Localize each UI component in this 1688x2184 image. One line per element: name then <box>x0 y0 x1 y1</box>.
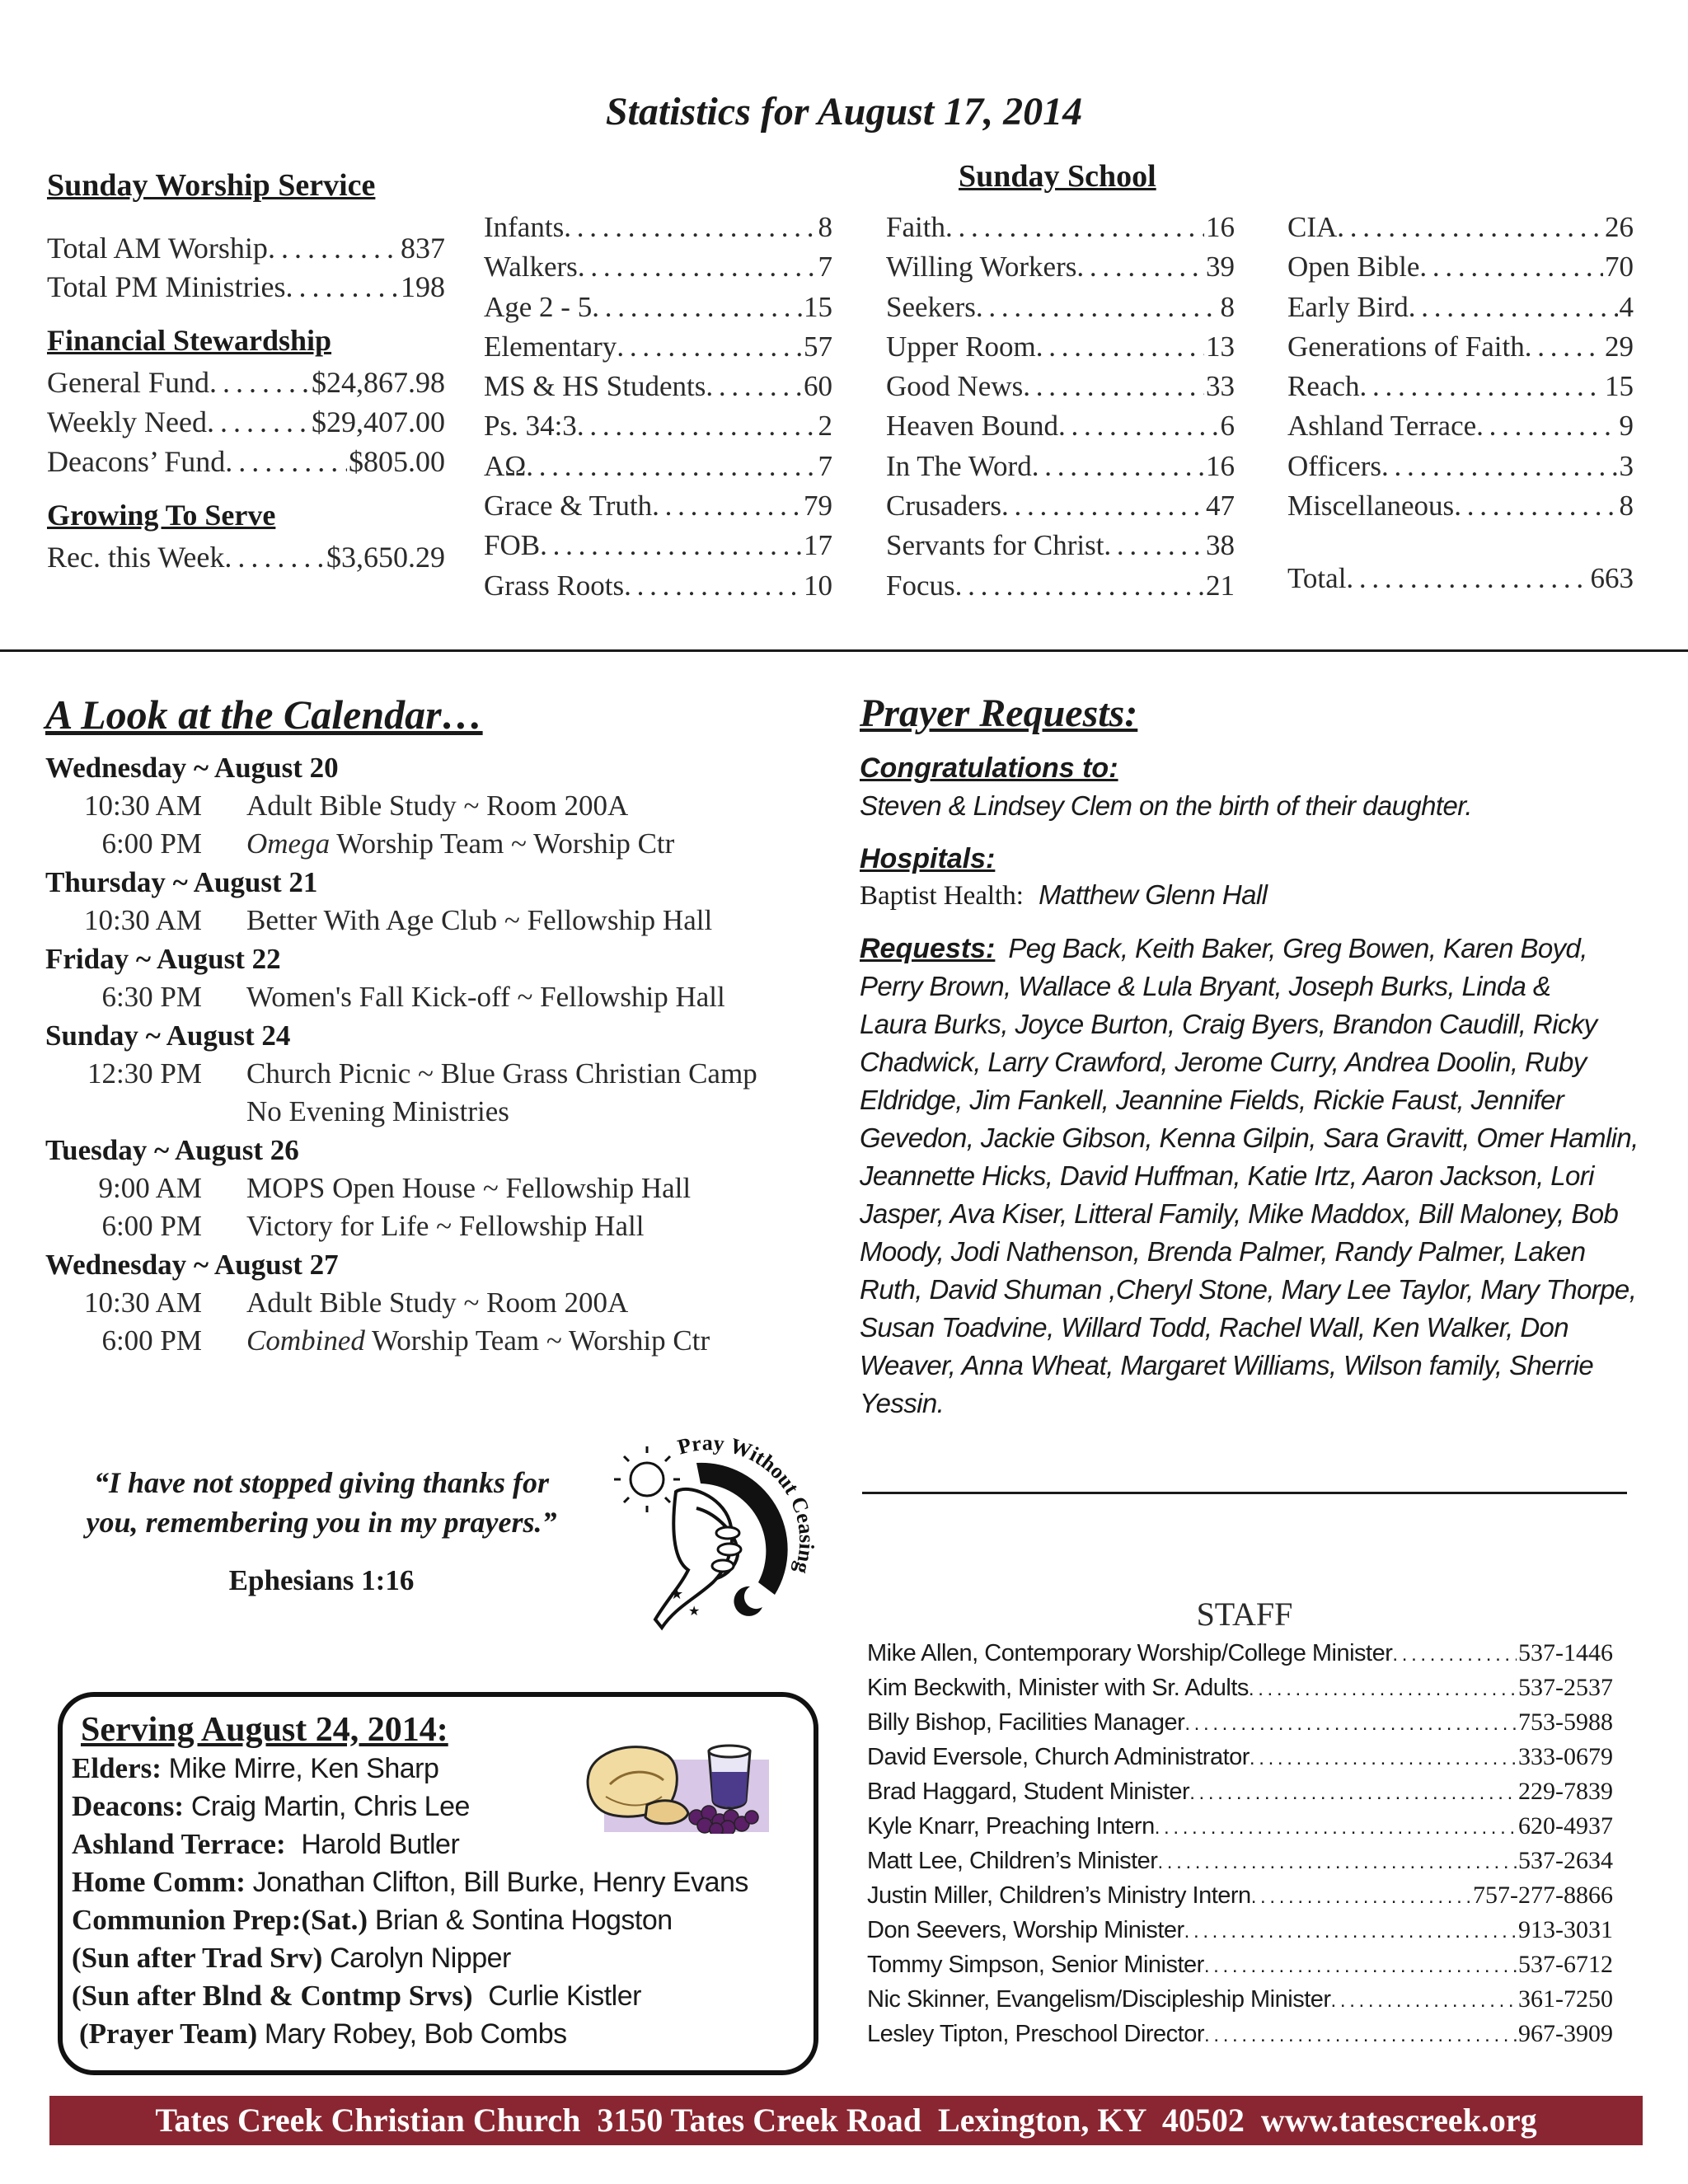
calendar-event: 6:00 PM Omega Worship Team ~ Worship Ctr <box>101 827 675 860</box>
request-line: Moody, Jodi Nathenson, Brenda Palmer, Randy Palmer, Laken <box>860 1236 1586 1267</box>
financial-heading: Financial Stewardship <box>47 324 332 357</box>
staff-row: Billy Bishop, Facilities Manager . . . 753-5988 <box>867 1705 1613 1740</box>
congrats-label: Congratulations to: <box>860 752 1118 784</box>
staff-list <box>867 1636 1613 2051</box>
class-row: Servants for Christ . . . 38 <box>886 526 1235 565</box>
class-row: Seekers . . . 8 <box>886 288 1235 327</box>
scripture-reference: Ephesians 1:16 <box>228 1564 415 1596</box>
class-row: Faith . . . 16 <box>886 208 1235 247</box>
stat-row: Deacons’ Fund . . . $805.00 <box>47 442 445 481</box>
stat-row: General Fund . . . $24,867.98 <box>47 363 445 402</box>
class-row: Open Bible . . . 70 <box>1287 247 1634 287</box>
class-row: Reach . . . 15 <box>1287 367 1634 406</box>
class-row: CIA . . . 26 <box>1287 208 1634 247</box>
calendar-event: 6:00 PM Victory for Life ~ Fellowship Hall <box>101 1210 645 1242</box>
request-line: Jeannette Hicks, David Huffman, Katie Irtz, Aaron Jackson, Lori <box>860 1160 1594 1191</box>
class-row: Upper Room . . . 13 <box>886 327 1235 367</box>
footer-banner: Tates Creek Christian Church 3150 Tates Creek Road Lexington, KY 40502 www.tatescreek.org <box>49 2096 1643 2145</box>
total-row: Total . . . 663 <box>1287 559 1634 598</box>
calendar-heading: A Look at the Calendar… <box>45 691 483 738</box>
svg-text:★: ★ <box>670 1586 684 1602</box>
request-line: Perry Brown, Wallace & Lula Bryant, Joseph Burks, Linda & <box>860 971 1551 1001</box>
hospital-patients: Matthew Glenn Hall <box>1039 879 1268 910</box>
staff-row: Justin Miller, Children’s Ministry Intern . . . 757-277-8866 <box>867 1878 1613 1913</box>
quote-line: “I have not stopped giving thanks for <box>93 1466 550 1499</box>
serving-row: (Sun after Blnd & Contmp Srvs) Curlie Kistler <box>72 1980 641 2012</box>
sunday-school-col-1 <box>484 208 832 606</box>
calendar-list <box>45 748 837 1360</box>
class-row: Grace & Truth . . . 79 <box>484 486 832 526</box>
class-row: Early Bird . . . 4 <box>1287 288 1634 327</box>
request-line: Yessin. <box>860 1388 945 1418</box>
calendar-day: Friday ~ August 22 <box>45 943 281 975</box>
quote-line: you, remembering you in my prayers.” <box>86 1506 557 1539</box>
staff-row: Kim Beckwith, Minister with Sr. Adults . . . 537-2537 <box>867 1671 1613 1705</box>
sunday-school-total <box>1287 559 1634 598</box>
request-line: Eldridge, Jim Fankell, Jeannine Fields, Rickie Faust, Jennifer <box>860 1085 1564 1115</box>
page-title: Statistics for August 17, 2014 <box>605 90 1083 134</box>
staff-row: Don Seevers, Worship Minister . . . 913-3031 <box>867 1913 1613 1947</box>
stat-row: Total AM Worship . . . 837 <box>47 229 445 268</box>
request-line: Peg Back, Keith Baker, Greg Bowen, Karen Boyd, <box>1008 933 1587 963</box>
serving-row: (Sun after Trad Srv) Carolyn Nipper <box>72 1942 511 1974</box>
communion-illustration <box>581 1735 775 1834</box>
class-row: Heaven Bound . . . 6 <box>886 406 1235 446</box>
prayer-divider <box>862 1492 1627 1494</box>
request-line: Ruth, David Shuman ,Cheryl Stone, Mary Lee Taylor, Mary Thorpe, <box>860 1274 1637 1305</box>
staff-row: Brad Haggard, Student Minister . . . 229-7839 <box>867 1774 1613 1809</box>
class-row: Focus . . . 21 <box>886 566 1235 606</box>
calendar-event: 9:00 AM MOPS Open House ~ Fellowship Hall <box>98 1172 692 1204</box>
worship-heading: Sunday Worship Service <box>47 168 376 203</box>
financial-stats <box>47 363 445 481</box>
logo-arc-text: Pray Without Ceasing <box>675 1431 819 1577</box>
request-line: Chadwick, Larry Crawford, Jerome Curry, Andrea Doolin, Ruby <box>860 1047 1587 1077</box>
class-row: Good News . . . 33 <box>886 367 1235 406</box>
calendar-day: Thursday ~ August 21 <box>45 866 318 898</box>
staff-row: Matt Lee, Children’s Minister . . . 537-2634 <box>867 1844 1613 1878</box>
stat-row: Weekly Need . . . $29,407.00 <box>47 402 445 442</box>
class-row: FOB . . . 17 <box>484 526 832 565</box>
calendar-day: Sunday ~ August 24 <box>45 1019 291 1052</box>
worship-stats <box>47 229 445 307</box>
class-row: Willing Workers . . . 39 <box>886 247 1235 287</box>
growing-heading: Growing To Serve <box>47 499 276 532</box>
serving-heading: Serving August 24, 2014: <box>81 1711 448 1749</box>
class-row: Miscellaneous . . . 8 <box>1287 486 1634 526</box>
hospital-name: Baptist Health: <box>860 881 1024 911</box>
sunday-school-col-3 <box>1287 208 1634 526</box>
svg-text:★: ★ <box>688 1605 701 1619</box>
scripture-quote <box>49 1463 593 1542</box>
serving-row: Elders: Mike Mirre, Ken Sharp <box>72 1752 439 1784</box>
calendar-day: Wednesday ~ August 20 <box>45 752 339 784</box>
staff-heading: STAFF <box>1196 1596 1293 1633</box>
praying-hands-icon <box>598 1430 820 1636</box>
section-divider <box>0 649 1688 652</box>
class-row: Ashland Terrace . . . 9 <box>1287 406 1634 446</box>
growing-stats <box>47 537 445 577</box>
calendar-event: 6:30 PM Women's Fall Kick-off ~ Fellowship Hall <box>101 981 725 1013</box>
request-line: Jasper, Ava Kiser, Litteral Family, Mike Maddox, Bill Maloney, Bob <box>860 1198 1619 1229</box>
sunday-school-col-2 <box>886 208 1235 606</box>
class-row: In The Word . . . 16 <box>886 447 1235 486</box>
class-row: Grass Roots . . . 10 <box>484 566 832 606</box>
staff-row: Lesley Tipton, Preschool Director . . . 967-3909 <box>867 2017 1613 2051</box>
calendar-day: Wednesday ~ August 27 <box>45 1249 339 1281</box>
requests-block <box>860 930 1651 1422</box>
serving-row: Home Comm: Jonathan Clifton, Bill Burke, Henry Evans <box>72 1866 748 1898</box>
calendar-event: No Evening Ministries <box>246 1095 509 1127</box>
sunday-school-heading: Sunday School <box>959 159 1156 194</box>
serving-row: Deacons: Craig Martin, Chris Lee <box>72 1790 470 1822</box>
prayer-heading: Prayer Requests: <box>860 691 1138 735</box>
class-row: Infants . . . 8 <box>484 208 832 247</box>
class-row: Officers . . . 3 <box>1287 447 1634 486</box>
request-line: Gevedon, Jackie Gibson, Kenna Gilpin, Sara Gravitt, Omer Hamlin, <box>860 1122 1639 1153</box>
pray-without-ceasing-logo <box>598 1430 820 1636</box>
staff-row: Kyle Knarr, Preaching Intern . . . 620-4937 <box>867 1809 1613 1844</box>
class-row: Generations of Faith . . . 29 <box>1287 327 1634 367</box>
serving-row: Ashland Terrace: Harold Butler <box>72 1828 460 1860</box>
class-row: Walkers . . . 7 <box>484 247 832 287</box>
requests-label: Requests: <box>860 933 996 964</box>
class-row: Elementary . . . 57 <box>484 327 832 367</box>
serving-row: (Prayer Team) Mary Robey, Bob Combs <box>79 2018 567 2050</box>
staff-row: David Eversole, Church Administrator . . . 333-0679 <box>867 1740 1613 1774</box>
request-line: Laura Burks, Joyce Burton, Craig Byers, Brandon Caudill, Ricky <box>860 1009 1597 1039</box>
calendar-event: 10:30 AM Adult Bible Study ~ Room 200A <box>84 790 629 822</box>
request-line: Weaver, Anna Wheat, Margaret Williams, Wilson family, Sherrie <box>860 1350 1594 1380</box>
stat-row: Total PM Ministries . . . 198 <box>47 268 445 307</box>
staff-row: Mike Allen, Contemporary Worship/College Minister . . . 537-1446 <box>867 1636 1613 1671</box>
calendar-event: 10:30 AM Better With Age Club ~ Fellowship Hall <box>84 904 713 936</box>
stat-row: Rec. this Week . . . $3,650.29 <box>47 537 445 577</box>
calendar-event: 10:30 AM Adult Bible Study ~ Room 200A <box>84 1286 629 1319</box>
class-row: Ps. 34:3 . . . 2 <box>484 406 832 446</box>
communion-bread-cup-icon <box>581 1735 775 1834</box>
hospitals-label: Hospitals: <box>860 843 996 874</box>
class-row: Crusaders . . . 47 <box>886 486 1235 526</box>
request-line: Susan Toadvine, Willard Todd, Rachel Wall, Ken Walker, Don <box>860 1312 1569 1343</box>
staff-row: Nic Skinner, Evangelism/Discipleship Minister . . . 361-7250 <box>867 1982 1613 2017</box>
hospital-line <box>860 879 1267 912</box>
class-row: ΑΩ . . . 7 <box>484 447 832 486</box>
serving-row: Communion Prep:(Sat.) Brian & Sontina Hogston <box>72 1904 673 1936</box>
class-row: MS & HS Students . . . 60 <box>484 367 832 406</box>
congrats-text: Steven & Lindsey Clem on the birth of their daughter. <box>860 790 1472 821</box>
calendar-day: Tuesday ~ August 26 <box>45 1134 299 1166</box>
class-row: Age 2 - 5 . . . 15 <box>484 288 832 327</box>
staff-row: Tommy Simpson, Senior Minister . . . 537-6712 <box>867 1947 1613 1982</box>
calendar-event: 12:30 PM Church Picnic ~ Blue Grass Christian Camp <box>87 1057 757 1090</box>
calendar-event: 6:00 PM Combined Worship Team ~ Worship Ctr <box>101 1324 710 1357</box>
